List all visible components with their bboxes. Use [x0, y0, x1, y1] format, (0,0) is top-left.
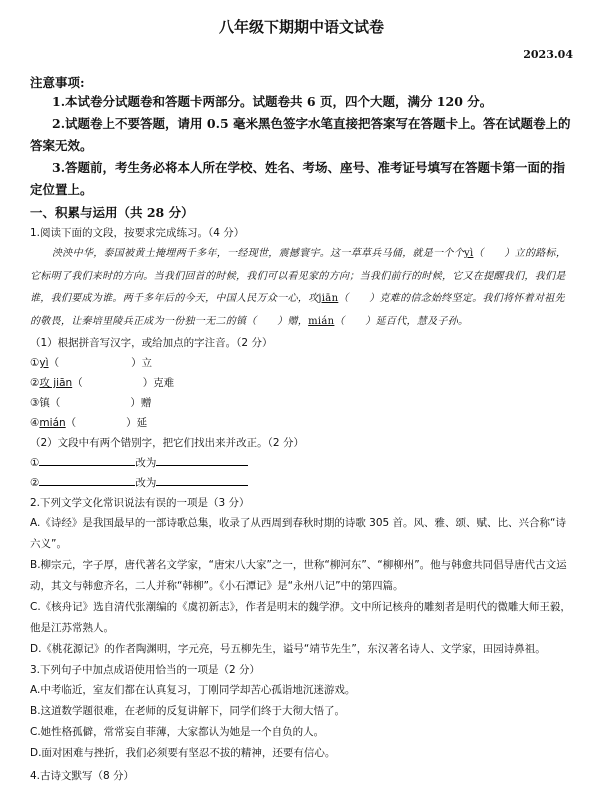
passage-text: （ ）延百代，慧及子孙。	[334, 315, 469, 327]
dotted-character: 镇	[39, 397, 50, 409]
paren-close: ）延	[126, 417, 148, 429]
fill-row	[30, 413, 573, 433]
item-number: ②	[30, 477, 40, 489]
paren-close: ）立	[131, 357, 153, 369]
choice-option[interactable]: C.《核舟记》选自清代张潮编的《虞初新志》，作者是明末的魏学洢。文中所记核舟的雕刻者是明代的微雕大师王毅，他是江苏常熟人。	[30, 601, 571, 634]
notice-heading: 注意事项:	[30, 75, 85, 90]
choice-option[interactable]: B.这道数学题很难，在老师的反复讲解下，同学们终于大彻大悟了。	[30, 705, 346, 717]
subquestion: （2）文段中有两个错别字，把它们找出来并改正。（2 分）	[30, 437, 304, 449]
pinyin-mark: yì	[464, 248, 474, 259]
correction-row	[30, 453, 573, 473]
fill-row	[30, 353, 573, 373]
paren-open: （	[65, 417, 77, 429]
passage-text: （ ）立的路标，它标明了我们来时的方向。当我们回首的时候，我们可以看见家的方向；当我们前行的时候，它又在提醒我们，我们是谁，我们要成为谁。两千多年后的今天，中国人民万众一心，攻	[30, 248, 567, 304]
section-heading: 一、积累与运用（共 28 分）	[30, 205, 194, 220]
question-stem: 1.阅读下面的文段，按要求完成练习。（4 分）	[30, 227, 245, 239]
exam-title: 八年级下期期中语文试卷	[218, 18, 384, 36]
paren-open: （	[72, 377, 83, 389]
pinyin-mark: jiān	[318, 293, 339, 304]
answer-blank[interactable]	[59, 353, 131, 373]
wrong-char-blank[interactable]	[39, 453, 135, 466]
paren-open: （	[49, 397, 61, 409]
passage-text: （ ）克难的信念始终坚定。我们将怀着对祖先的敬畏，让秦培里陵兵正成为一份独一无二的镇（ ）赠，	[30, 293, 565, 327]
answer-blank[interactable]	[60, 393, 130, 413]
passage-text: 泱泱中华，泰国被黄土掩埋两千多年，一经现世，震撼寰宇。这一草草兵马俑，就是一个个	[52, 248, 464, 259]
question-stem: 2.下列文学文化常识说法有误的一项是（3 分）	[30, 497, 250, 509]
change-to-label: 改为	[135, 457, 157, 469]
choice-option[interactable]: A.中考临近，室友们都在认真复习，丁刚同学却苦心孤诣地沉迷游戏。	[30, 684, 356, 696]
answer-blank[interactable]	[76, 413, 126, 433]
fill-row	[30, 393, 573, 413]
pinyin-mark: mián	[39, 417, 66, 429]
change-to-label: 改为	[135, 477, 157, 489]
choice-option[interactable]: D.面对困难与挫折，我们必须要有坚忍不拔的精神，还要有信心。	[30, 747, 336, 759]
subquestion: （1）根据拼音写汉字，或给加点的字注音。（2 分）	[30, 337, 273, 349]
exam-date: 2023.04	[523, 48, 573, 61]
choice-option[interactable]: D.《桃花源记》的作者陶渊明，字元亮，号五柳先生，谥号“靖节先生”，东汉著名诗人、文学家，田园诗鼻祖。	[30, 643, 546, 655]
paren-close: ）克难	[142, 377, 175, 389]
reading-passage	[30, 243, 573, 333]
correct-char-blank[interactable]	[156, 473, 248, 486]
item-number: ④	[30, 417, 40, 429]
item-number: ②	[30, 377, 40, 389]
correct-char-blank[interactable]	[156, 453, 248, 466]
choice-option[interactable]: B.柳宗元，字子厚，唐代著名文学家，“唐宋八大家”之一，世称“柳河东”、“柳柳州”。他与韩愈共同倡导唐代古文运动，其文与韩愈齐名，二人并称“韩柳”。《小石潭记》是“永州八记”中的第四篇。	[30, 559, 567, 592]
item-number: ①	[30, 357, 40, 369]
correction-row	[30, 473, 573, 493]
notice-item: 3.答题前，考生务必将本人所在学校、姓名、考场、座号、准考证号填写在答题卡第一面的指定位置上。	[30, 160, 566, 197]
wrong-char-blank[interactable]	[39, 473, 135, 486]
paren-close: ）赠	[130, 397, 152, 409]
choice-option[interactable]: C.她性格孤僻，常常妄自菲薄，大家都认为她是一个自负的人。	[30, 726, 325, 738]
item-number: ③	[30, 397, 40, 409]
notice-item: 2.试题卷上不要答题，请用 0.5 毫米黑色签字水笔直接把答案写在答题卡上。答在试题卷上的答案无效。	[30, 116, 571, 153]
item-number: ①	[30, 457, 40, 469]
pinyin-mark: mián	[308, 315, 335, 327]
question-stem: 4.古诗文默写（8 分）	[30, 770, 135, 782]
pinyin-mark: 攻 jiān	[39, 377, 73, 389]
answer-blank[interactable]	[83, 373, 143, 393]
fill-row	[30, 373, 573, 393]
notice-item: 1.本试卷分试题卷和答题卡两部分。试题卷共 6 页，四个大题，满分 120 分。	[52, 94, 493, 109]
choice-option[interactable]: A.《诗经》是我国最早的一部诗歌总集，收录了从西周到春秋时期的诗歌 305 首。风、雅、颂、赋、比、兴合称“诗六义”。	[30, 517, 566, 550]
pinyin-mark: yì	[39, 357, 49, 369]
paren-open: （	[48, 357, 60, 369]
question-stem: 3.下列句子中加点成语使用恰当的一项是（2 分）	[30, 664, 261, 676]
